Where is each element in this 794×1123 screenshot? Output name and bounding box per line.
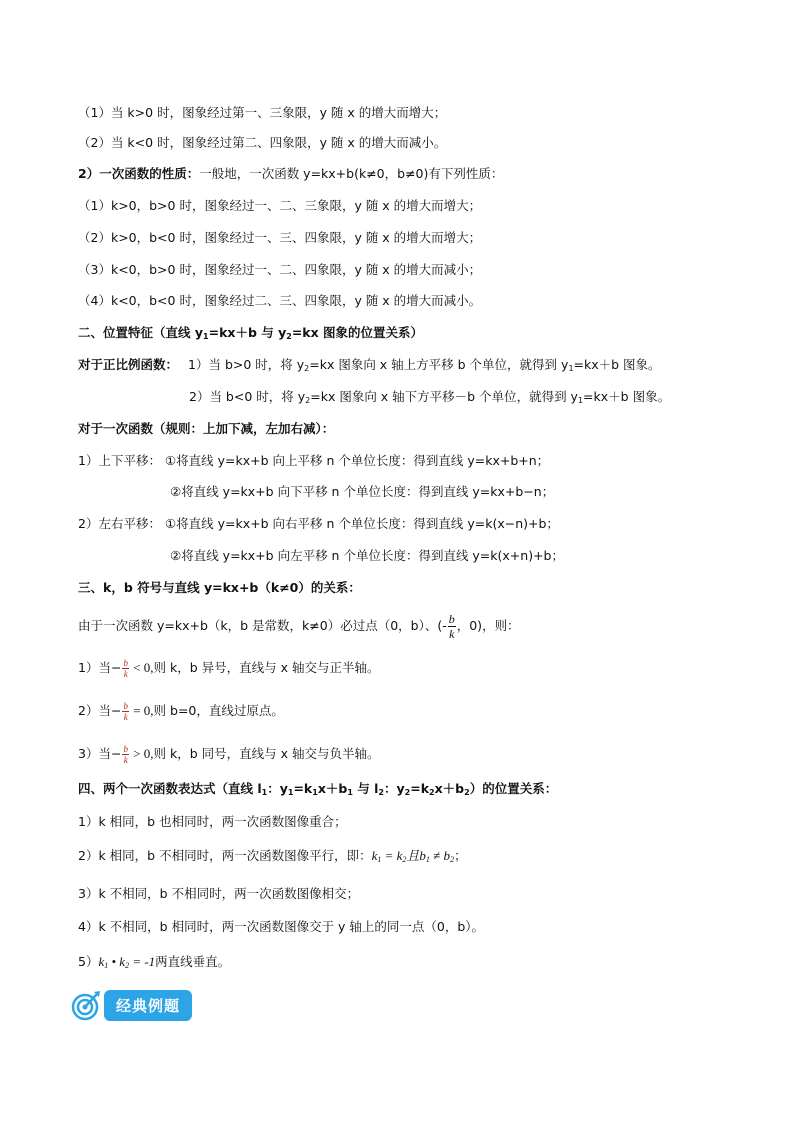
target-arrow-icon (70, 989, 102, 1021)
text-line: 2）k 相同，b 不相同时，两一次函数图像平行，即：$k_1 = k_2$且$b_1 \ne b_2$； (78, 848, 467, 864)
fraction-b-over-k: $\frac{b}{k}$ (123, 701, 128, 722)
text-line: 3）k 不相同，b 不相同时，两一次函数图像相交； (78, 886, 360, 901)
fraction-b-over-k: $\frac{b}{k}$ (123, 744, 128, 765)
condition-line: 3）当− $\frac{b}{k}$ > 0,则 k，b 同号，直线与 x 轴交与负半轴。 (78, 744, 380, 765)
text-line: 2）左右平移： ①将直线 y=kx+b 向右平移 n 个单位长度：得到直线 y=k(x−n)+b； (78, 516, 559, 531)
section-heading: 三、k，b 符号与直线 y=kx+b（k≠0）的关系： (78, 580, 361, 595)
text-line: 1）上下平移： ①将直线 y=kx+b 向上平移 n 个单位长度：得到直线 y=kx+b+n； (78, 453, 550, 468)
text-line: （2）k>0，b<0 时，图象经过一、三、四象限，y 随 x 的增大而增大； (78, 230, 482, 245)
text-line: ②将直线 y=kx+b 向左平移 n 个单位长度：得到直线 y=k(x+n)+b； (170, 548, 564, 563)
text-line: 1）k 相同，b 也相同时，两一次函数图像重合； (78, 814, 347, 829)
text-line: （1）k>0，b>0 时，图象经过一、二、三象限，y 随 x 的增大而增大； (78, 198, 482, 213)
condition-line: 2）当− $\frac{b}{k}$ = 0,则 b=0，直线过原点。 (78, 701, 284, 722)
text-line: （1）当 k>0 时，图象经过第一、三象限，y 随 x 的增大而增大； (78, 105, 447, 120)
section-label: 对于一次函数（规则：上加下减，左加右减）： (78, 421, 335, 436)
text-line: 2）当 b<0 时，将 $y_2=kx$ 图象向 x 轴下方平移－b 个单位，就得到 $y_1=kx+b$ 图象。 (189, 389, 671, 405)
equation: $k_1$ • $k_2 = -1$ (98, 954, 156, 970)
text-line: （4）k<0，b<0 时，图象经过二、三、四象限，y 随 x 的增大而减小。 (78, 293, 482, 308)
condition-line: 1）当− $\frac{b}{k}$ < 0,则 k，b 异号，直线与 x 轴交与正半轴。 (78, 658, 380, 679)
section-heading: 四、两个一次函数表达式（直线 $l_1$：$y_1=k_1x+b_1$ 与 $l_2$：$y_2=k_2x+b_2$）的位置关系： (78, 781, 558, 797)
section-label: 对于正比例函数： (78, 357, 179, 372)
text-line: 4）k 不相同，b 相同时，两一次函数图像交于 y 轴上的同一点（0，b）。 (78, 919, 485, 934)
text-line: （2）当 k<0 时，图象经过第二、四象限，y 随 x 的增大而减小。 (78, 135, 447, 150)
text-line: ②将直线 y=kx+b 向下平移 n 个单位长度：得到直线 y=kx+b−n； (170, 484, 555, 499)
example-section-badge (70, 988, 192, 1022)
text-span: 一般地，一次函数 y=kx+b(k≠0，b≠0)有下列性质： (199, 166, 504, 181)
section-heading: 二、位置特征（直线 $y_1=kx+b$ 与 $y_2=kx$ 图象的位置关系） (78, 325, 424, 341)
section-label: 2）一次函数的性质： (78, 166, 200, 181)
text-line: 由于一次函数 y=kx+b（k，b 是常数，k≠0）必过点（0，b）、(- $\frac{b}{k}$ ，0)，则： (78, 612, 520, 641)
example-title: 经典例题 (104, 990, 192, 1021)
text-line (78, 166, 503, 182)
text-line: （3）k<0，b>0 时，图象经过一、二、四象限，y 随 x 的增大而减小； (78, 262, 482, 277)
equation: $k_1 = k_2$且$b_1 \ne b_2$ (371, 848, 455, 864)
text-line: 对于正比例函数： 1）当 b>0 时，将 $y_2=kx$ 图象向 x 轴上方平移 b 个单位，就得到 $y_1=kx+b$ 图象。 (78, 357, 661, 373)
fraction-b-over-k: $\frac{b}{k}$ (123, 658, 128, 679)
text-line: $5)k_1$ • $k_2 = -1$两直线垂直。 (78, 954, 231, 970)
fraction-b-over-k: $\frac{b}{k}$ (448, 612, 455, 641)
